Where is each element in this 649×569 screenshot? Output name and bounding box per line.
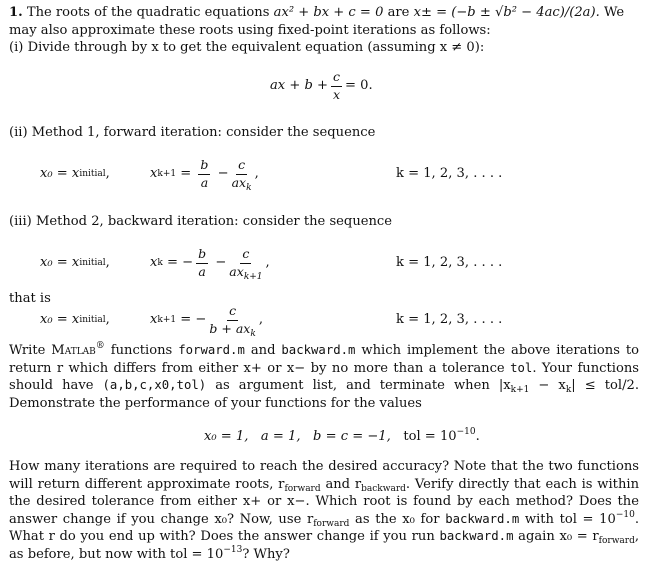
para2-a: How many iterations are required to reach the desired accuracy? Note that the two functions will return different approximate roots, r xyxy=(9,459,639,492)
eq-iii-k-range: k = 1, 2, 3, . . . . xyxy=(396,255,503,271)
eq-ii-frac2-num: c xyxy=(236,159,247,175)
that-is-text: that is xyxy=(9,291,51,306)
eq-iv-init: x₀ = x xyxy=(40,312,80,328)
para2-backward-code: backward.m xyxy=(445,511,520,526)
eq-iii-frac2 xyxy=(229,246,263,282)
equation-iv: x₀ = x initial , x k+1 = − $\frac{c}{b + ax_k}$ , k = 1, 2, 3, . . . . xyxy=(40,303,503,339)
args-code: (a,b,c,x0,tol) xyxy=(102,378,207,392)
eq-iii-frac2-den xyxy=(229,263,263,282)
para2-h: , as before, but now with tol = 10 xyxy=(9,529,639,562)
eq-ii-frac2 xyxy=(231,157,252,193)
forward-m-code: forward.m xyxy=(178,343,245,357)
quadratic-equation: ax² + bx + c = 0 xyxy=(273,5,384,20)
para2-sub1: forward xyxy=(284,483,321,494)
value-bc: b = c = −1, xyxy=(313,429,391,444)
eq-ii-frac1-den: a xyxy=(200,174,209,190)
eq-i-fraction xyxy=(331,71,342,101)
para1-rest3: as argument list, and terminate when |x xyxy=(215,378,511,393)
para2-sub2: backward xyxy=(361,483,406,494)
step-i-text: (i) Divide through by x to get the equivalent equation (assuming x ≠ 0): xyxy=(9,40,485,55)
eq-ii-k-range: k = 1, 2, 3, . . . . xyxy=(396,166,503,182)
eq-i-num: c xyxy=(331,71,342,87)
para2-e: with tol = 10 xyxy=(524,511,616,527)
eq-iii-frac1-num: b xyxy=(196,248,208,264)
eq-iv-k-range: k = 1, 2, 3, . . . . xyxy=(396,312,503,328)
value-end: . xyxy=(475,429,480,444)
eq-i-right: = 0. xyxy=(345,78,373,94)
roots-formula: x± = (−b ± √b² − 4ac)/(2a). xyxy=(413,5,600,20)
step-ii-text: (ii) Method 1, forward iteration: consider the sequence xyxy=(9,125,376,140)
para2-exp2: −13 xyxy=(223,544,243,555)
para1-rest3d: k xyxy=(565,385,572,395)
eq-iii-frac2-den-sub: k+1 xyxy=(243,271,263,282)
matlab-name: Matlab xyxy=(51,343,96,358)
value-tol-exp: −10 xyxy=(456,427,476,437)
intro-text-a: The roots of the quadratic equations xyxy=(26,5,270,20)
para2-backward-code-2: backward.m xyxy=(439,529,514,543)
para1-rest3c: − x xyxy=(538,378,566,393)
value-tol: tol = 10 xyxy=(403,429,457,444)
problem-number: 1. xyxy=(9,5,23,20)
eq-ii-frac2-den xyxy=(231,174,252,193)
intro-text-c: We may also approximate these roots using fixed-point iterations as follows: xyxy=(9,5,625,38)
para1-and: and xyxy=(250,343,276,358)
questions-paragraph xyxy=(9,458,639,563)
para2-sub4: forward xyxy=(598,536,635,546)
para2-i: ? Why? xyxy=(242,546,290,562)
para1-rest1: which implement the above iterations to return r which differs from either x+ or x− by no more than a tolerance xyxy=(9,343,640,376)
eq-ii-frac2-den-text: ax xyxy=(231,174,247,190)
para2-g: again x₀ = r xyxy=(518,529,599,544)
para2-d: as the x₀ for xyxy=(355,511,440,527)
value-a: a = 1, xyxy=(260,429,301,444)
para2-b: and r xyxy=(325,476,362,492)
para2-c: . Verify directly that each is within the desired tolerance from either x+ or x−. Which root is found by each method? Does the answer change if you change x₀? Now, use r xyxy=(9,476,639,527)
para2-f: . What r do you end up with? Does the answer change if you run xyxy=(9,511,639,544)
para2-sub3: forward xyxy=(313,518,350,529)
para1-rest3b: k+1 xyxy=(510,385,530,395)
eq-iv-frac-den-sub: k xyxy=(250,328,256,339)
eq-iii-lhs: x xyxy=(150,255,158,271)
eq-iv-frac xyxy=(209,303,256,339)
backward-m-code: backward.m xyxy=(281,343,356,357)
eq-ii-lhs: x xyxy=(150,166,158,182)
value-x0: x₀ = 1, xyxy=(204,429,249,444)
eq-iv-lhs: x xyxy=(150,312,158,328)
eq-i-left: ax + b + xyxy=(270,78,329,94)
step-iii-text: (iii) Method 2, backward iteration: consider the sequence xyxy=(9,214,393,229)
eq-iii-init: x₀ = x xyxy=(40,255,80,271)
eq-iii-frac2-den-text: ax xyxy=(229,263,244,279)
eq-iv-frac-den xyxy=(209,320,256,339)
instructions-paragraph xyxy=(9,342,639,412)
eq-ii-frac2-den-sub: k xyxy=(246,182,252,193)
equation-ii: x₀ = x initial , x k+1 = $\frac{b}{a}$ − $\frac{c}{ax_k}$ , k = 1, 2, 3, . . . . xyxy=(40,157,503,193)
eq-iii-frac1 xyxy=(196,248,208,278)
values-line xyxy=(204,428,480,446)
eq-i-den: x xyxy=(332,86,341,102)
eq-iv-frac-num: c xyxy=(227,305,238,321)
eq-ii-init: x₀ = x xyxy=(40,166,80,182)
eq-iii-frac1-den: a xyxy=(198,263,206,279)
eq-iv-frac-den-text: b + ax xyxy=(209,320,251,336)
para1-functions: functions xyxy=(110,343,173,358)
equation-i xyxy=(0,66,649,106)
eq-iii-frac2-num: c xyxy=(240,248,251,264)
para2-exp1: −10 xyxy=(615,509,635,520)
tol-code: tol xyxy=(510,360,533,375)
eq-ii-frac1 xyxy=(198,159,210,189)
intro-paragraph xyxy=(9,4,639,57)
registered-mark: ® xyxy=(95,341,105,351)
para1-rest3e: | ≤ tol/2. Demonstrate the performance of your functions for the values xyxy=(9,378,639,411)
intro-text-b: are xyxy=(387,5,410,20)
para1-write: Write xyxy=(9,343,46,358)
eq-ii-frac1-num: b xyxy=(198,159,210,175)
para1-rest2: . Your functions should have xyxy=(9,360,639,393)
equation-iii: x₀ = x initial , x k = − $\frac{b}{a}$ − $\frac{c}{ax_{k+1}}$ , k = 1, 2, 3, . . . . xyxy=(40,246,503,282)
